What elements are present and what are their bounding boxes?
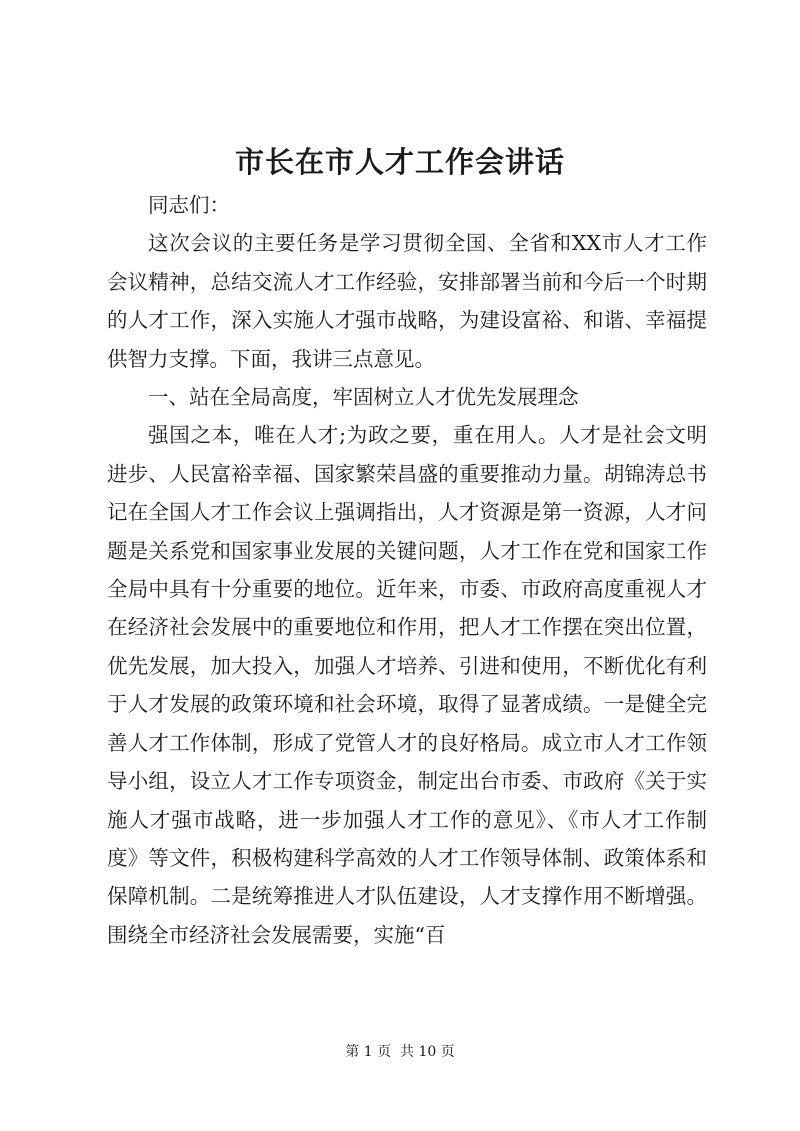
section-heading-1: 一、站在全局高度，牢固树立人才优先发展理念 <box>148 385 579 410</box>
page-footer <box>0 1042 800 1062</box>
salutation-paragraph: 同志们： <box>148 193 230 217</box>
page-number-label: 第 1 页 共 10 页 <box>345 1044 455 1060</box>
body-paragraph: 强国之本，唯在人才;为政之要，重在用人。人才是社会文明进步、人民富裕幸福、国家繁荣昌盛的重要推动力量。胡锦涛总书记在全国人才工作会议上强调指出，人才资源是第一资源，人才问题是关系党和国家事业发展的关键问题，人才工作在党和国家工作全局中具有十分重要的地位。近年来，市委、市政府高度重视人才在经济社会发展中的重要地位和作用，把人才工作摆在突出位置，优先发展，加大投入，加强人才培养、引进和使用，不断优化有利于人才发展的政策环境和社会环境，取得了显著成绩。一是健全完善人才工作体制，形成了党管人才的良好格局。成立市人才工作领导小组，设立人才工作专项资金，制定出台市委、市政府《关于实施人才强市战略，进一步加强人才工作的意见》、《市人才工作制度》等文件，积极构建科学高效的人才工作领导体制、政策体系和保障机制。二是统筹推进人才队伍建设，人才支撑作用不断增强。围绕全市经济社会发展需要，实施“百 <box>107 423 707 947</box>
document-title: 市长在市人才工作会讲话 <box>234 145 565 179</box>
intro-paragraph: 这次会议的主要任务是学习贯彻全国、全省和XX市人才工作会议精神，总结交流人才工作经验，安排部署当前和今后一个时期的人才工作，深入实施人才强市战略，为建设富裕、和谐、幸福提供智力支撑。下面，我讲三点意见。 <box>107 231 707 371</box>
document-body <box>107 186 707 954</box>
